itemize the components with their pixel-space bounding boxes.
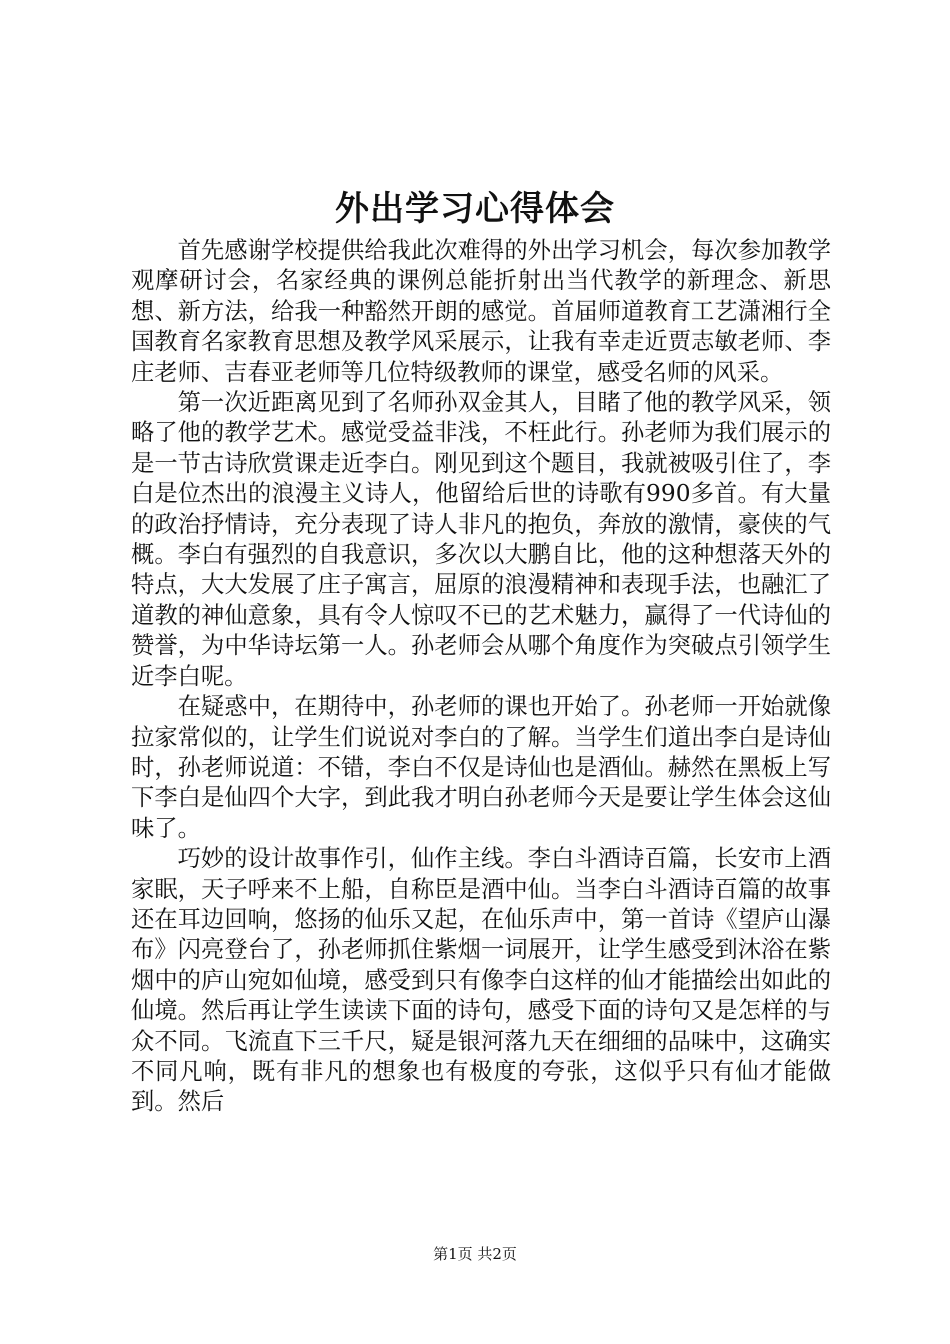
paragraph-2: 第一次近距离见到了名师孙双金其人，目睹了他的教学风采，领略了他的教学艺术。感觉受益非浅，不枉此行。孙老师为我们展示的是一节古诗欣赏课走近李白。刚见到这个题目，我就被吸引住了，李白是位杰出的浪漫主义诗人，他留给后世的诗歌有990多首。有大量的政治抒情诗，充分表现了诗人非凡的抱负，奔放的激情，豪侠的气概。李白有强烈的自我意识，多次以大鹏自比，他的这种想落天外的特点，大大发展了庄子寓言，屈原的浪漫精神和表现手法，也融汇了道教的神仙意象，具有令人惊叹不已的艺术魅力，赢得了一代诗仙的赞誉，为中华诗坛第一人。孙老师会从哪个角度作为突破点引领学生近李白呢。 [131,389,831,690]
paragraph-1: 首先感谢学校提供给我此次难得的外出学习机会，每次参加教学观摩研讨会，名家经典的课例总能折射出当代教学的新理念、新思想、新方法，给我一种豁然开朗的感觉。首届师道教育工艺潇湘行全国教育名家教育思想及教学风采展示，让我有幸走近贾志敏老师、李庄老师、吉春亚老师等几位特级教师的课堂，感受名师的风采。 [131,237,831,386]
page-footer: 第1页 共2页 [433,1245,517,1263]
document-body [131,236,831,1118]
paragraph-4: 巧妙的设计故事作引，仙作主线。李白斗酒诗百篇，长安市上酒家眠，天子呼来不上船，自称臣是酒中仙。当李白斗酒诗百篇的故事还在耳边回响，悠扬的仙乐又起，在仙乐声中，第一首诗《望庐山瀑布》闪亮登台了，孙老师抓住紫烟一词展开，让学生感受到沐浴在紫烟中的庐山宛如仙境，感受到只有像李白这样的仙才能描绘出如此的仙境。然后再让学生读读下面的诗句，感受下面的诗句又是怎样的与众不同。飞流直下三千尺，疑是银河落九天在细细的品味中，这确实不同凡响，既有非凡的想象也有极度的夸张，这似乎只有仙才能做到。然后 [131,845,831,1116]
paragraph-3: 在疑惑中，在期待中，孙老师的课也开始了。孙老师一开始就像拉家常似的，让学生们说说对李白的了解。当学生们道出李白是诗仙时，孙老师说道：不错，李白不仅是诗仙也是酒仙。赫然在黑板上写下李白是仙四个大字，到此我才明白孙老师今天是要让学生体会这仙味了。 [131,693,831,842]
document-title: 外出学习心得体会 [335,189,615,229]
